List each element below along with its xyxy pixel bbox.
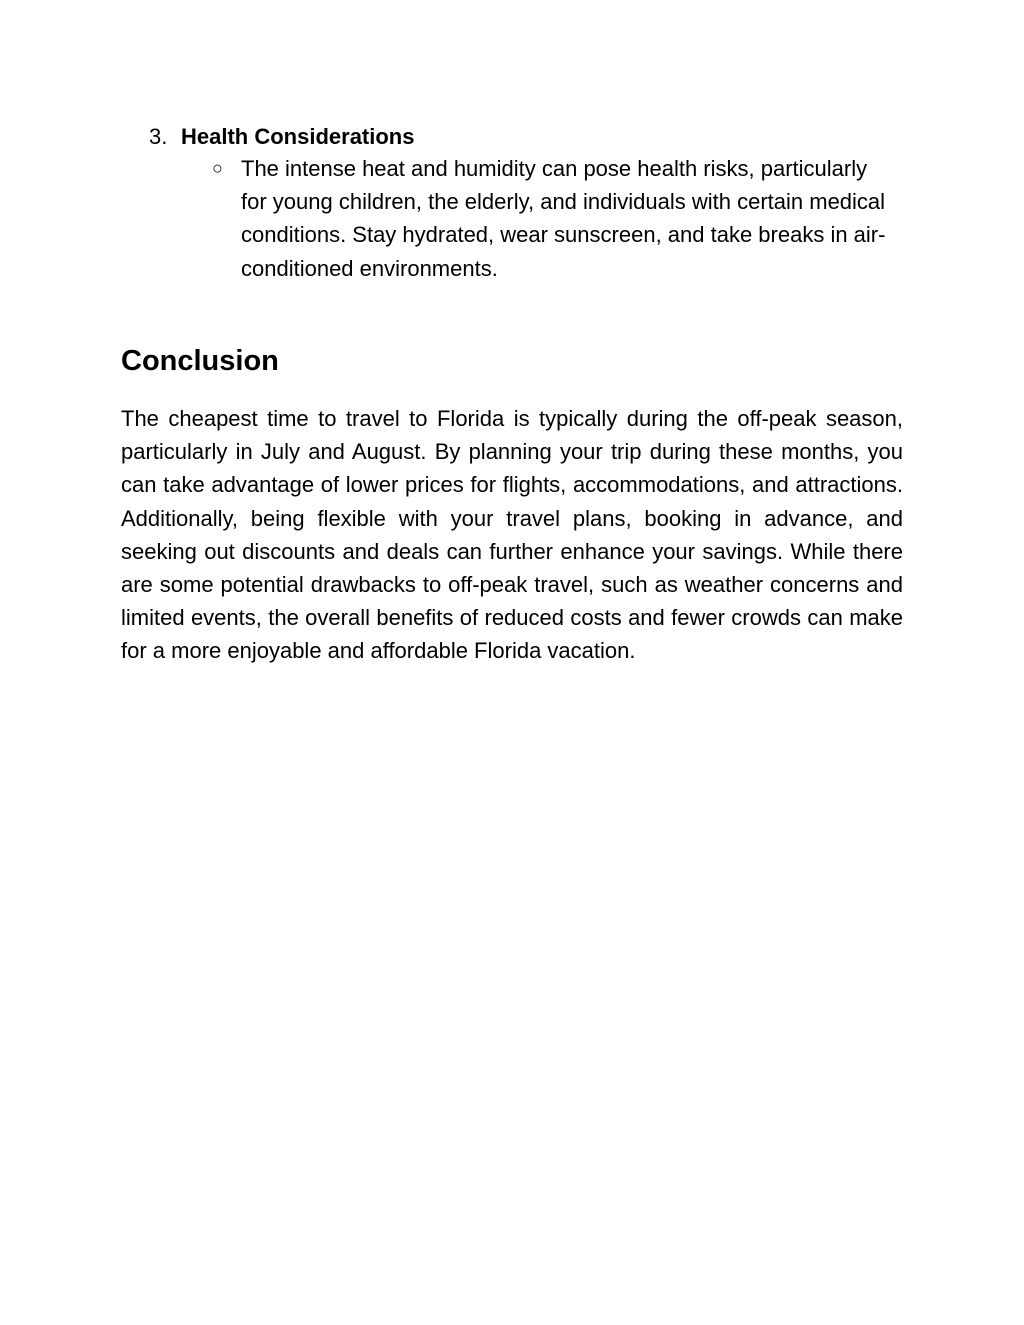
hollow-circle-bullet-icon: ○ [212, 158, 223, 178]
sub-bullet-text: The intense heat and humidity can pose health risks, particularly for young children, the elderly, and individuals with certain medical conditions. Stay hydrated, wear sunscreen, and take breaks in air-conditioned environments. [241, 156, 886, 281]
numbered-list-item [149, 120, 909, 153]
section-heading: Conclusion [121, 345, 279, 377]
body-paragraph: The cheapest time to travel to Florida is typically during the off-peak season, particularly in July and August. By planning your trip during these months, you can take advantage of lower prices for flights, accommodations, and attractions. Additionally, being flexible with your travel plans, booking in advance, and seeking out discounts and deals can further enhance your savings. While there are some potential drawbacks to off-peak travel, such as weather concerns and limited events, the overall benefits of reduced costs and fewer crowds can make for a more enjoyable and affordable Florida vacation. [121, 406, 903, 664]
list-number: 3. [149, 124, 168, 149]
list-item-heading: Health Considerations [181, 124, 415, 149]
